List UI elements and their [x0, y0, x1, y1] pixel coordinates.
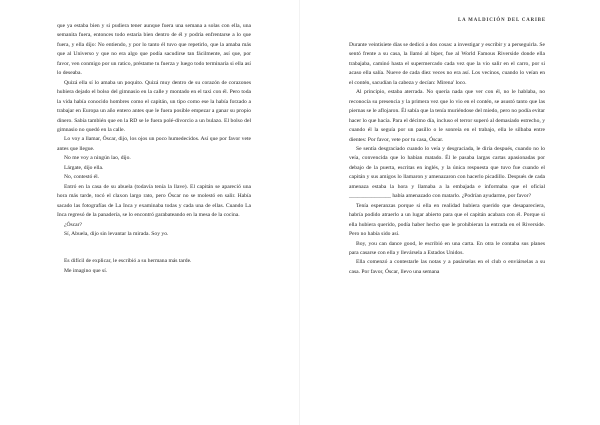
- left-paragraph-9: Sí, Abuela, dijo sin levantar la mirada. Soy yo.: [64, 230, 169, 237]
- left-paragraph-1: que ya estaba bien y si pudiera tener aunque fuera una semana a solas con ella, una semanita fuera, entonces todo estaría bien dentro de él y podría enfrentarse a lo que fuera, y ella dijo: No entiendo, y por lo tanto él tuvo que repetirlo, que la amaba más que al Universo y que no era algo que podía sacudirse tan fácilmente, así que, por favor, ven conmigo por un ratico, préstame tu fuerza y luego todo terminaría si ella así lo deseaba.: [57, 23, 251, 77]
- right-paragraph-3: Se sentía desgraciado cuando lo veía y desgraciada, le diría después, cuando no lo veía, convencida que lo habían matado. Él le pasaba largas cartas apasionadas por debajo de la puerta, escritas en inglés, y la única respuesta que tuvo fue cuando el capitán y sus amigos lo llamaron y amenazaron con hacerlo picadillo. Después de cada amenaza estaba la hora y llamaba a la embajada e informaba que el oficial _______________ había amenazado con matarlo. ¿Podrían ayudarme, por favor?: [349, 145, 545, 200]
- left-page-text-column: [57, 22, 251, 276]
- left-paragraph-8: ¿Óscar?: [64, 221, 83, 228]
- left-paragraph-10: Es difícil de explicar, le escribió a su hermana más tarde.: [64, 258, 192, 265]
- left-paragraph-6: No, contestó él.: [64, 174, 100, 181]
- section-break: [57, 239, 251, 257]
- right-paragraph-4: Tenía esperanzas porque si ella en realidad hubiera querido que desapareciera, habría podido atraerlo a un lugar abierto para que el capitán acabara con él. Porque si ella hubiera querido, podía haber hecho que le prohibieran la entrada en el Riverside. Pero no había sido así.: [349, 202, 545, 238]
- right-paragraph-1: Durante veintisiete días se dedicó a dos cosas: a investigar y escribir y a perseguirla. Se sentó frente a su casa, la llamó al biper, fue al World Famous Riverside donde ella trabajaba, caminó hasta el supermercado cada vez que la vio salir en el carro, por si acaso ella salía. Nueve de cada diez veces no era así. Los vecinos, cuando lo veían en el contén, sacudían la cabeza y decían: Mirena' loco.: [349, 42, 545, 86]
- right-paragraph-2: Al principio, estaba aterrada. No quería nada que ver con él, no le hablaba, no reconocía su presencia y la primera vez que lo vio en el contén, se asustó tanto que las piernas se le aflojaron. Él sabía que la tenía muriéndose del miedo, pero no podía evitar hacer lo que hacía. Para el décimo día, incluso el terror superó al demasiado estrecho, y cuando él la seguía por un pasillo o le sonreía en el trabajo, ella le silbaba entre dientes: Por favor, vete por tu casa, Óscar.: [349, 89, 545, 143]
- right-paragraph-6: Ella comenzó a contestarle las notas y a pasárselas en el club o enviárselas a su casa. Por favor, Óscar, llevo una semana: [349, 259, 545, 275]
- left-paragraph-7: Entró en la casa de su abuela (todavía tenía la llave). El capitán se apareció una hora más tarde, tocó el claxon largo rato, pero Óscar no se molestó en salir. Había sacado las fotografías de La Inca y examinaba todas y cada una de ellas. Cuando La Inca regresó de la panadería, se lo encontró garabateando en la mesa de la cocina.: [57, 183, 251, 219]
- right-paragraph-5: Boy, you can dance good, le escribió en una carta. En otra le contaba sus planes para casarse con ella y llevársela a Estados Unidos.: [349, 240, 545, 256]
- left-paragraph-4: No me voy a ningún lao, dijo.: [64, 155, 131, 162]
- right-page: [300, 0, 600, 425]
- running-head: LA MALDICIÓN DEL CARIBE: [457, 18, 546, 23]
- right-page-text-column: [349, 41, 545, 277]
- left-paragraph-2: Quizá ella sí lo amaba un poquito. Quizá muy dentro de su corazón de corazones hubiera dejado el bolso del gimnasio en la calle y montado en el taxi con él. Pero toda la vida había conocido hombres como el capitán, un tipo como ese la había forzado a trabajar en Europa un año entero antes que le fuera posible empezar a ganar su propio dinero. Sabía también que en la RD se le fuera polé-divorcio a un bulazo. El bolso del gimnasio no quedó en la calle.: [57, 79, 251, 133]
- left-paragraph-11: Me imagino que sí.: [64, 267, 108, 274]
- left-paragraph-3: Lo voy a llamar, Óscar, dijo, los ojos un poco humedecidos. Así que por favor vete antes que llegue.: [57, 136, 251, 152]
- left-paragraph-5: Lárgate, dijo ella.: [64, 164, 104, 171]
